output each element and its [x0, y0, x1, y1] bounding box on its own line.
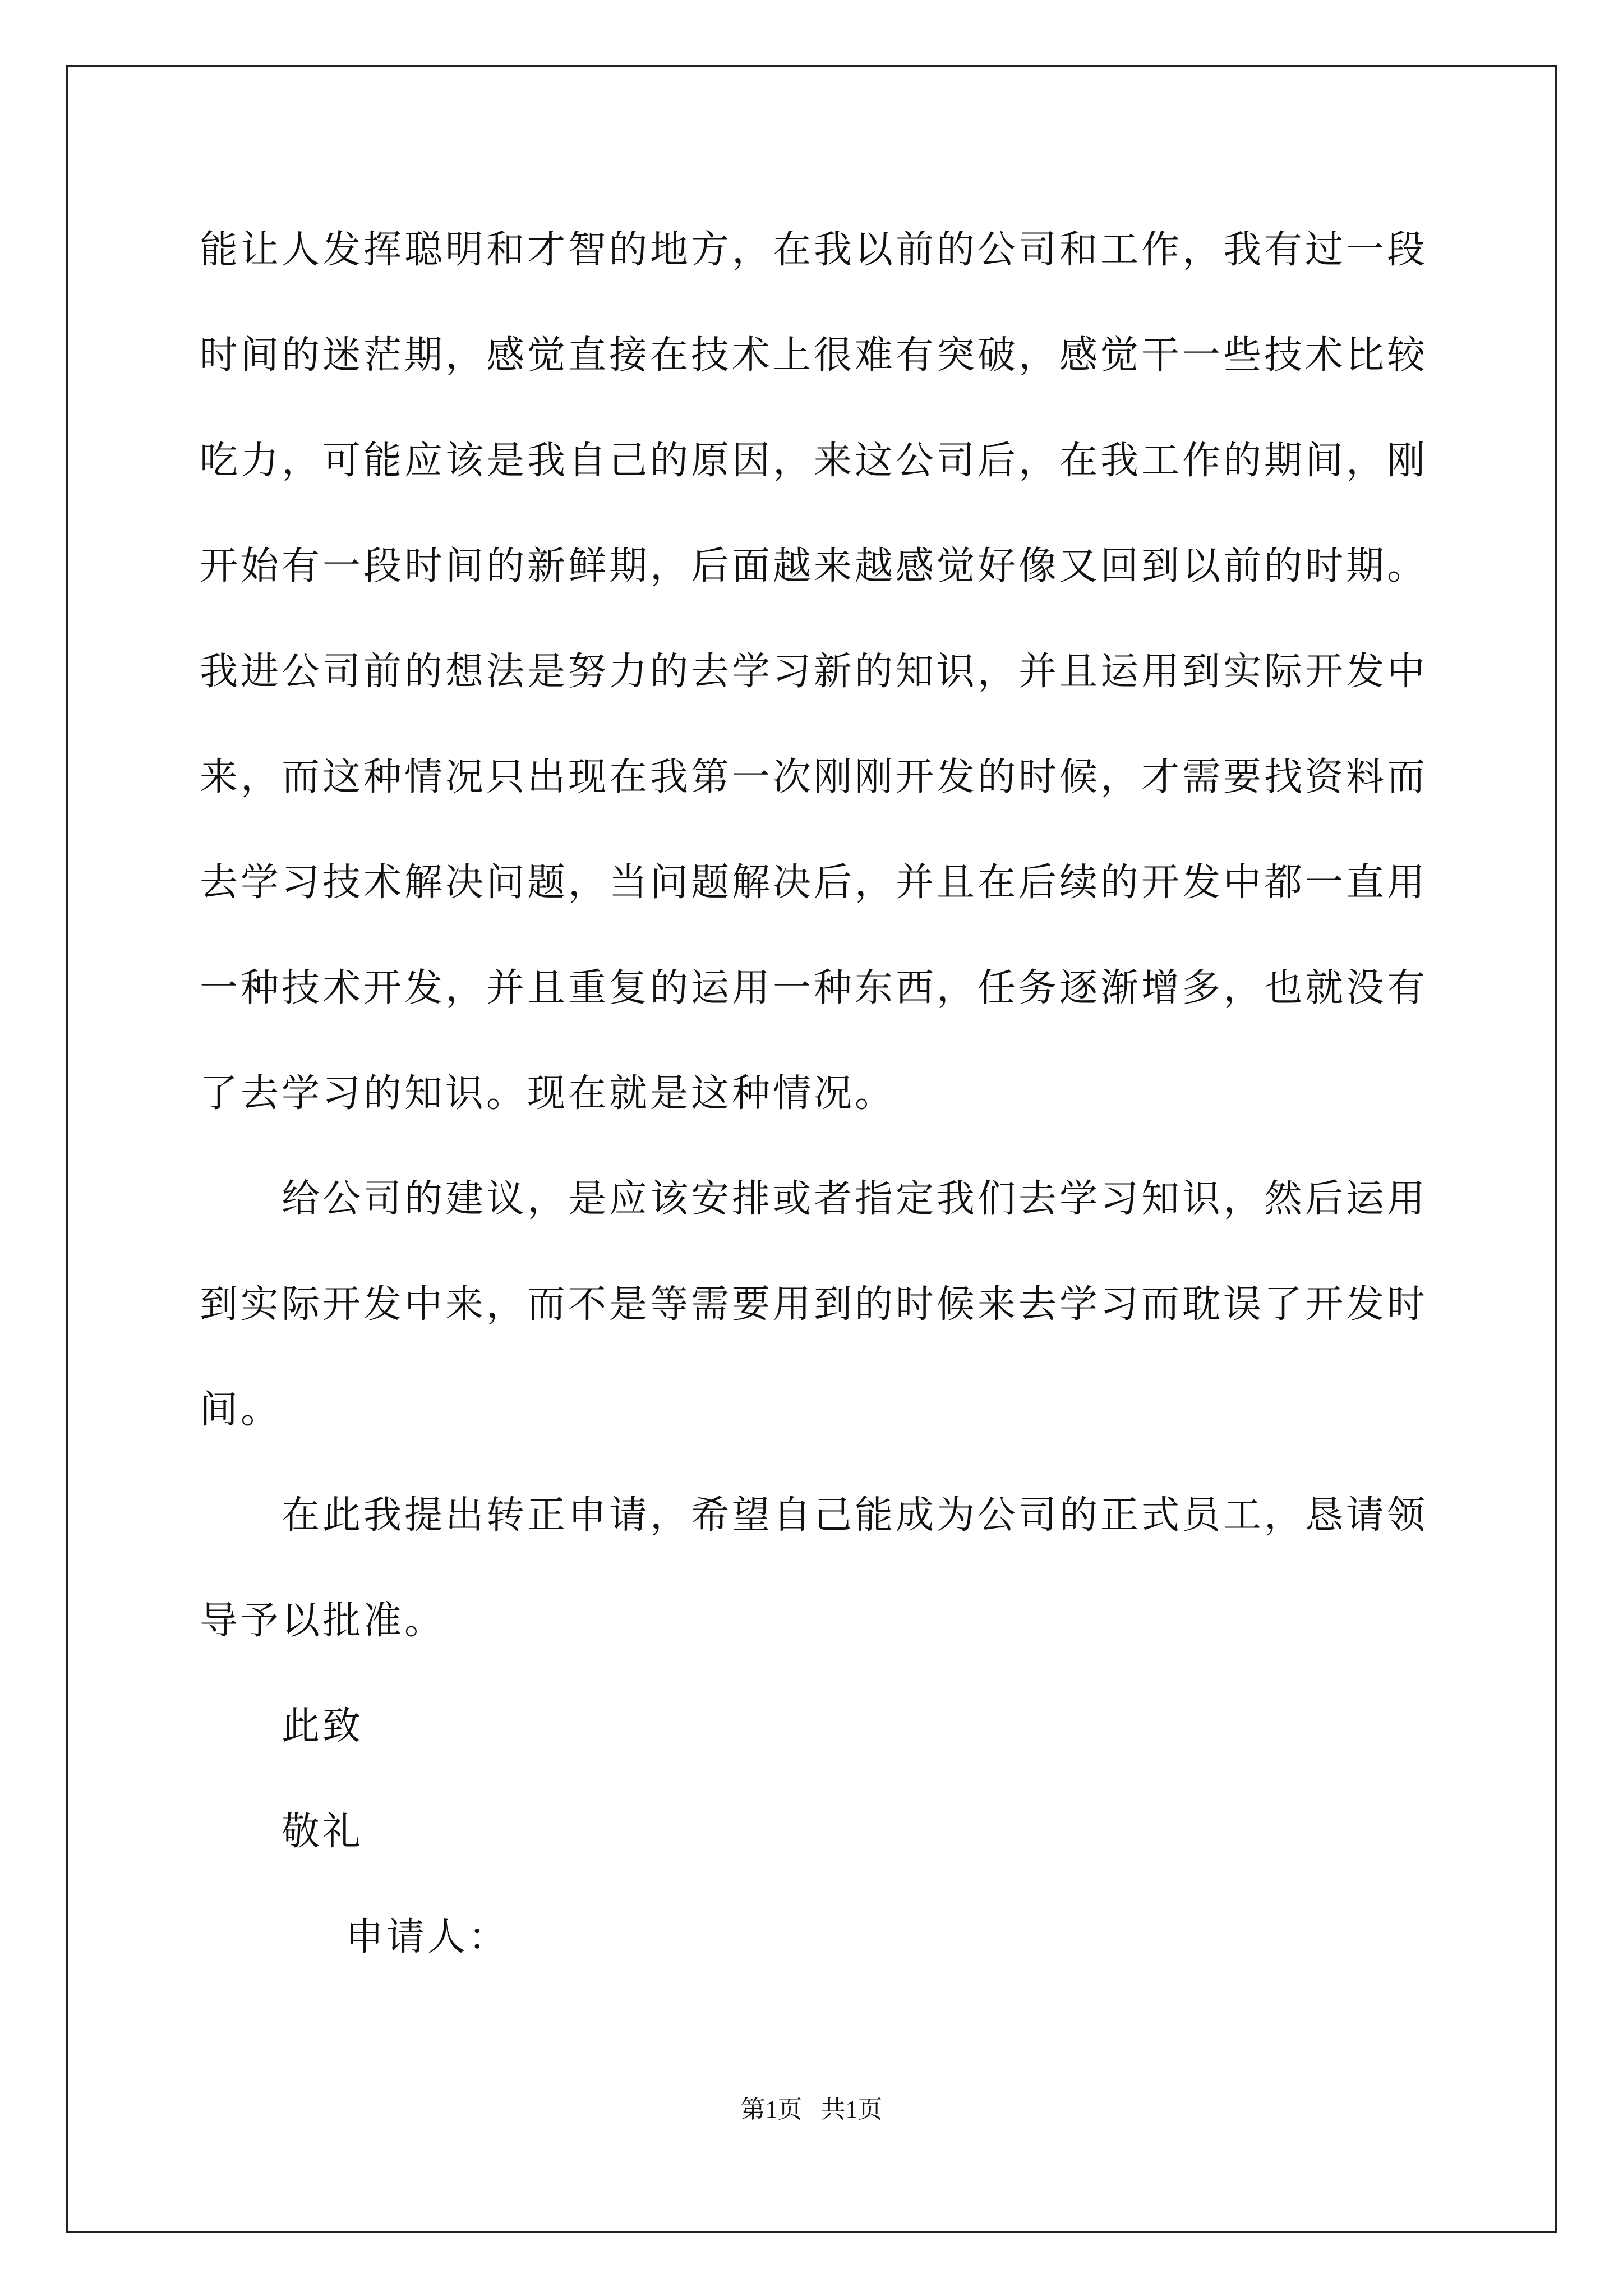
suggestion-line-1: 给公司的建议，是应该安排或者指定我们去学习知识，然后运用	[282, 1177, 1428, 1221]
page-footer: 第1页 共1页	[740, 2096, 883, 2123]
closing-line-2: 敬礼	[282, 1810, 364, 1854]
suggestion-line-2: 到实际开发中来，而不是等需要用到的时候来去学习而耽误了开发时	[200, 1282, 1428, 1327]
body-line-1: 能让人发挥聪明和才智的地方，在我以前的公司和工作，我有过一段	[200, 228, 1428, 272]
request-line-1: 在此我提出转正申请，希望自己能成为公司的正式员工，恳请领	[282, 1493, 1428, 1538]
applicant-label: 申请人：	[345, 1915, 510, 1959]
page-border	[66, 65, 1557, 2233]
request-line-2: 导予以批准。	[200, 1599, 446, 1643]
body-line-2: 时间的迷茫期，感觉直接在技术上很难有突破，感觉干一些技术比较	[200, 333, 1428, 378]
body-line-5: 我进公司前的想法是努力的去学习新的知识，并且运用到实际开发中	[200, 650, 1428, 694]
suggestion-line-3: 间。	[200, 1388, 282, 1432]
body-line-4: 开始有一段时间的新鲜期，后面越来越感觉好像又回到以前的时期。	[200, 544, 1428, 588]
body-line-7: 去学习技术解决问题，当问题解决后，并且在后续的开发中都一直用	[200, 861, 1428, 905]
body-line-9: 了去学习的知识。现在就是这种情况。	[200, 1071, 896, 1116]
body-line-3: 吃力，可能应该是我自己的原因，来这公司后，在我工作的期间，刚	[200, 439, 1428, 483]
body-line-8: 一种技术开发，并且重复的运用一种东西，任务逐渐增多，也就没有	[200, 966, 1428, 1010]
body-line-6: 来，而这种情况只出现在我第一次刚刚开发的时候，才需要找资料而	[200, 755, 1428, 799]
closing-line-1: 此致	[282, 1704, 364, 1749]
